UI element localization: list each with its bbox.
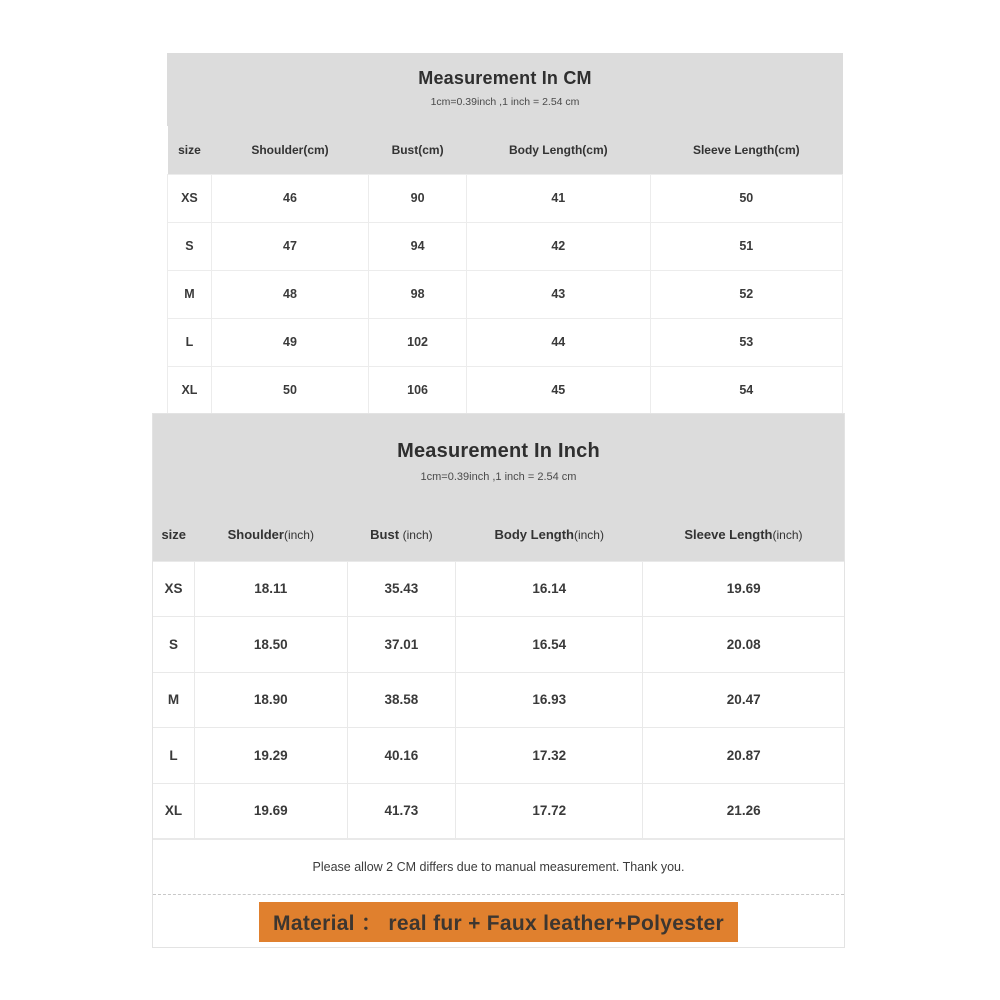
cm-row-l xyxy=(168,318,843,366)
inch-col-bust: Bust (inch) xyxy=(347,508,455,561)
bust-cell: 37.01 xyxy=(347,617,455,673)
inch-row-xs xyxy=(153,561,844,617)
size-cell: M xyxy=(168,270,212,318)
cm-col-body-length: Body Length(cm) xyxy=(467,126,651,174)
sleeve-length-cell: 52 xyxy=(650,270,842,318)
inch-table xyxy=(153,508,844,839)
size-cell: XS xyxy=(168,174,212,222)
inch-table-header xyxy=(153,414,844,508)
sleeve-length-cell: 20.47 xyxy=(643,672,844,728)
bust-cell: 35.43 xyxy=(347,561,455,617)
inch-size-chart xyxy=(152,413,845,948)
cm-size-chart xyxy=(167,53,843,415)
cm-col-sleeve-length: Sleeve Length(cm) xyxy=(650,126,842,174)
material-row xyxy=(153,894,844,948)
cm-col-size: size xyxy=(168,126,212,174)
inch-row-l xyxy=(153,728,844,784)
bust-cell: 94 xyxy=(369,222,467,270)
body-length-cell: 45 xyxy=(467,366,651,414)
cm-col-bust: Bust(cm) xyxy=(369,126,467,174)
sleeve-length-cell: 20.87 xyxy=(643,728,844,784)
bust-cell: 98 xyxy=(369,270,467,318)
body-length-cell: 16.54 xyxy=(456,617,643,673)
cm-table-subtitle: 1cm=0.39inch ,1 inch = 2.54 cm xyxy=(430,96,580,108)
inch-table-title: Measurement In Inch xyxy=(397,440,600,462)
size-cell: S xyxy=(168,222,212,270)
inch-table-subtitle: 1cm=0.39inch ,1 inch = 2.54 cm xyxy=(420,471,577,483)
shoulder-cell: 49 xyxy=(211,318,368,366)
bust-cell: 102 xyxy=(369,318,467,366)
inch-table-column-headers xyxy=(153,508,844,561)
sleeve-length-cell: 54 xyxy=(650,366,842,414)
sleeve-length-cell: 21.26 xyxy=(643,783,844,839)
body-length-cell: 42 xyxy=(467,222,651,270)
shoulder-cell: 18.11 xyxy=(194,561,347,617)
size-cell: XL xyxy=(168,366,212,414)
shoulder-cell: 47 xyxy=(211,222,368,270)
shoulder-cell: 48 xyxy=(211,270,368,318)
size-cell: L xyxy=(153,728,194,784)
sleeve-length-cell: 20.08 xyxy=(643,617,844,673)
inch-row-m xyxy=(153,672,844,728)
sleeve-length-cell: 53 xyxy=(650,318,842,366)
shoulder-cell: 46 xyxy=(211,174,368,222)
sleeve-length-cell: 19.69 xyxy=(643,561,844,617)
size-cell: S xyxy=(153,617,194,673)
shoulder-cell: 19.29 xyxy=(194,728,347,784)
size-cell: M xyxy=(153,672,194,728)
body-length-cell: 17.72 xyxy=(456,783,643,839)
cm-row-m xyxy=(168,270,843,318)
inch-col-size: size xyxy=(153,508,194,561)
bust-cell: 40.16 xyxy=(347,728,455,784)
size-cell: XL xyxy=(153,783,194,839)
sleeve-length-cell: 50 xyxy=(650,174,842,222)
size-cell: L xyxy=(168,318,212,366)
shoulder-cell: 18.90 xyxy=(194,672,347,728)
body-length-cell: 43 xyxy=(467,270,651,318)
inch-col-sleeve-length: Sleeve Length(inch) xyxy=(643,508,844,561)
cm-table-column-headers xyxy=(168,126,843,174)
cm-row-xs xyxy=(168,174,843,222)
measurement-note: Please allow 2 CM differs due to manual measurement. Thank you. xyxy=(153,839,844,894)
shoulder-cell: 19.69 xyxy=(194,783,347,839)
body-length-cell: 17.32 xyxy=(456,728,643,784)
bust-cell: 38.58 xyxy=(347,672,455,728)
inch-row-s xyxy=(153,617,844,673)
cm-row-xl xyxy=(168,366,843,414)
inch-row-xl xyxy=(153,783,844,839)
body-length-cell: 16.14 xyxy=(456,561,643,617)
inch-col-body-length: Body Length(inch) xyxy=(456,508,643,561)
cm-table-title: Measurement In CM xyxy=(418,68,592,88)
body-length-cell: 41 xyxy=(467,174,651,222)
bust-cell: 106 xyxy=(369,366,467,414)
sleeve-length-cell: 51 xyxy=(650,222,842,270)
bust-cell: 41.73 xyxy=(347,783,455,839)
cm-row-s xyxy=(168,222,843,270)
cm-col-shoulder: Shoulder(cm) xyxy=(211,126,368,174)
inch-col-shoulder: Shoulder(inch) xyxy=(194,508,347,561)
body-length-cell: 44 xyxy=(467,318,651,366)
shoulder-cell: 50 xyxy=(211,366,368,414)
body-length-cell: 16.93 xyxy=(456,672,643,728)
shoulder-cell: 18.50 xyxy=(194,617,347,673)
cm-table-header xyxy=(167,53,843,126)
size-cell: XS xyxy=(153,561,194,617)
bust-cell: 90 xyxy=(369,174,467,222)
cm-table xyxy=(167,126,843,415)
material-highlight: Material ： real fur + Faux leather+Polyester xyxy=(259,902,738,942)
